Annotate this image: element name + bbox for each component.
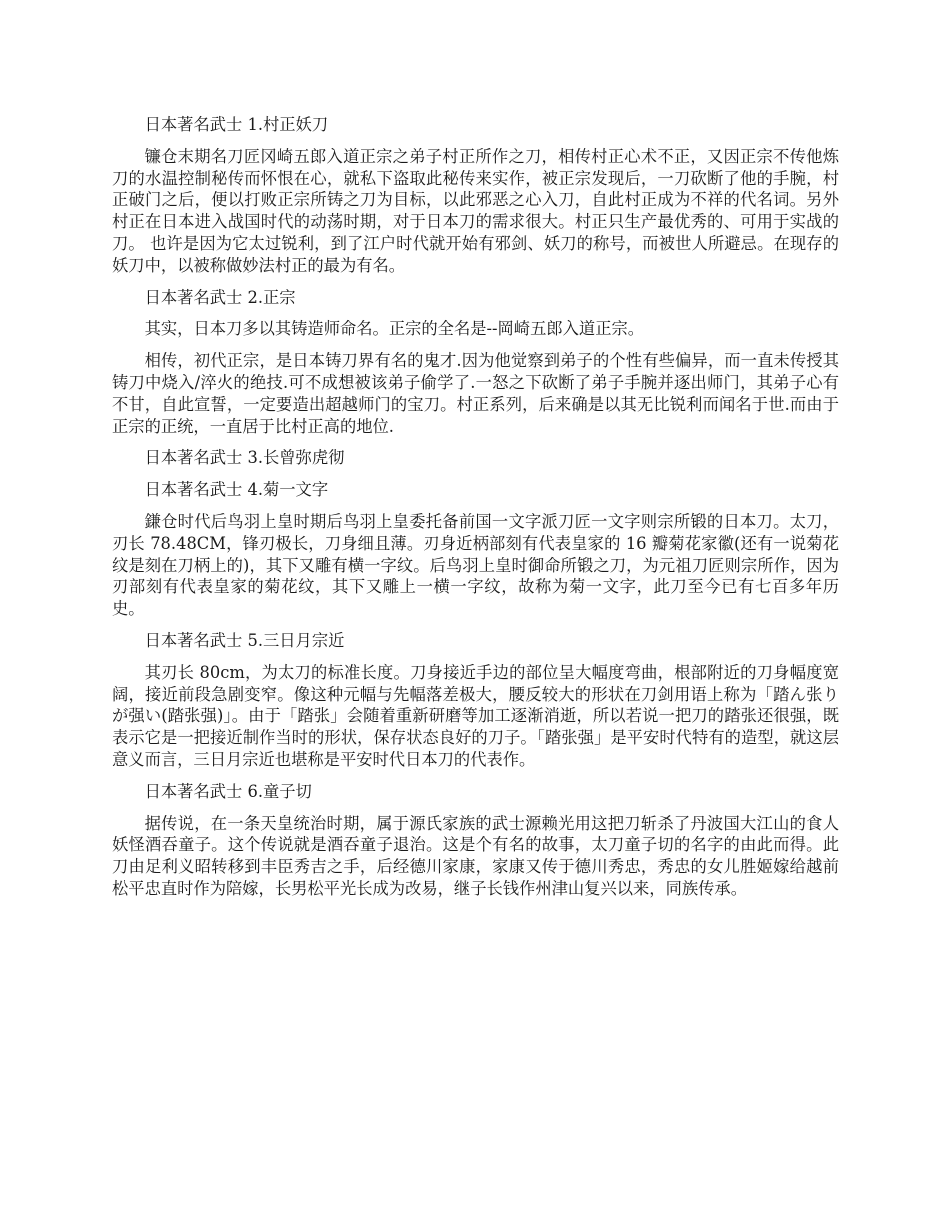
body-paragraph: 镰仓末期名刀匠冈崎五郎入道正宗之弟子村正所作之刀，相传村正心术不正，又因正宗不传他炼刀的水温控制秘传而怀恨在心，就私下盗取此秘传来实作，被正宗发现后，一刀砍断了他的手腕，村正破门之后，便以打败正宗所铸之刀为目标，以此邪恶之心入刀，自此村正成为不祥的代名词。另外村正在日本进入战国时代的动荡时期，对于日本刀的需求很大。村正只生产最优秀的、可用于实战的刀。 也许是因为它太过锐利，到了江户时代就开始有邪剑、妖刀的称号，而被世人所避忌。在现存的妖刀中，以被称做妙法村正的最为有名。 <box>112 146 839 275</box>
section-heading: 日本著名武士 6.童子切 <box>144 781 312 801</box>
section-heading: 日本著名武士 5.三日月宗近 <box>144 630 345 650</box>
section-kiku-ichimonji <box>112 479 839 620</box>
section-heading: 日本著名武士 1.村正妖刀 <box>144 115 329 134</box>
section-kotetsu <box>112 447 839 469</box>
section-mikazuki-munechika <box>112 630 839 771</box>
section-muramasa <box>112 114 839 277</box>
section-masamune <box>112 287 839 438</box>
section-heading: 日本著名武士 3.长曾弥虎彻 <box>144 448 345 468</box>
body-paragraph: 鎌仓时代后鸟羽上皇时期后鸟羽上皇委托备前国一文字派刀匠一文字则宗所锻的日本刀。太刀，刃长 78.48CM，锋刃极长，刀身细且薄。刃身近柄部刻有代表皇家的 16 瓣菊花家徽(还有一说菊花纹是刻在刀柄上的)，其下又雕有横一字纹。后鸟羽上皇时御命所锻之刀，为元祖刀匠则宗所作，因为刃部刻有代表皇家的菊花纹，其下又雕上一横一字纹，故称为菊一文字，此刀至今已有七百多年历史。 <box>112 511 839 619</box>
body-paragraph: 其实，日本刀多以其铸造师命名。正宗的全名是--岡崎五郎入道正宗。 <box>144 319 645 339</box>
body-paragraph: 其刃长 80cm，为太刀的标准长度。刀身接近手边的部位呈大幅度弯曲，根部附近的刀身幅度宽阔，接近前段急剧变窄。像这种元幅与先幅落差极大，腰反较大的形状在刀剑用语上称为「踏ん张りが强い(踏张强)」。由于「踏张」会随着重新研磨等加工逐渐消逝，所以若说一把刀的踏张还很强，既表示它是一把接近制作当时的形状，保存状态良好的刀子。「踏张强」是平安时代特有的造型，就这层意义而言，三日月宗近也堪称是平安时代日本刀的代表作。 <box>112 662 839 769</box>
section-heading: 日本著名武士 2.正宗 <box>144 287 296 307</box>
section-dojigiri <box>112 781 839 900</box>
document-page <box>112 114 839 910</box>
section-heading: 日本著名武士 4.菊一文字 <box>144 480 329 500</box>
body-paragraph: 据传说，在一条天皇统治时期，属于源氏家族的武士源赖光用这把刀斩杀了丹波国大江山的食人妖怪酒吞童子。这个传说就是酒吞童子退治。这是个有名的故事，太刀童子切的名字的由此而得。此刀由足利义昭转移到丰臣秀吉之手，后经德川家康，家康又传于德川秀忠，秀忠的女儿胜姬嫁给越前松平忠直时作为陪嫁，长男松平光长成为改易，继子长钱作州津山复兴以来，同族传承。 <box>112 813 839 898</box>
body-paragraph: 相传，初代正宗，是日本铸刀界有名的鬼才.因为他觉察到弟子的个性有些偏异，而一直未传授其铸刀中烧入/淬火的绝技.可不成想被该弟子偷学了.一怒之下砍断了弟子手腕并逐出师门，其弟子心有不甘，自此宣誓，一定要造出超越师门的宝刀。村正系列，后来确是以其无比锐利而闻名于世.而由于正宗的正统，一直居于比村正高的地位. <box>112 351 839 436</box>
